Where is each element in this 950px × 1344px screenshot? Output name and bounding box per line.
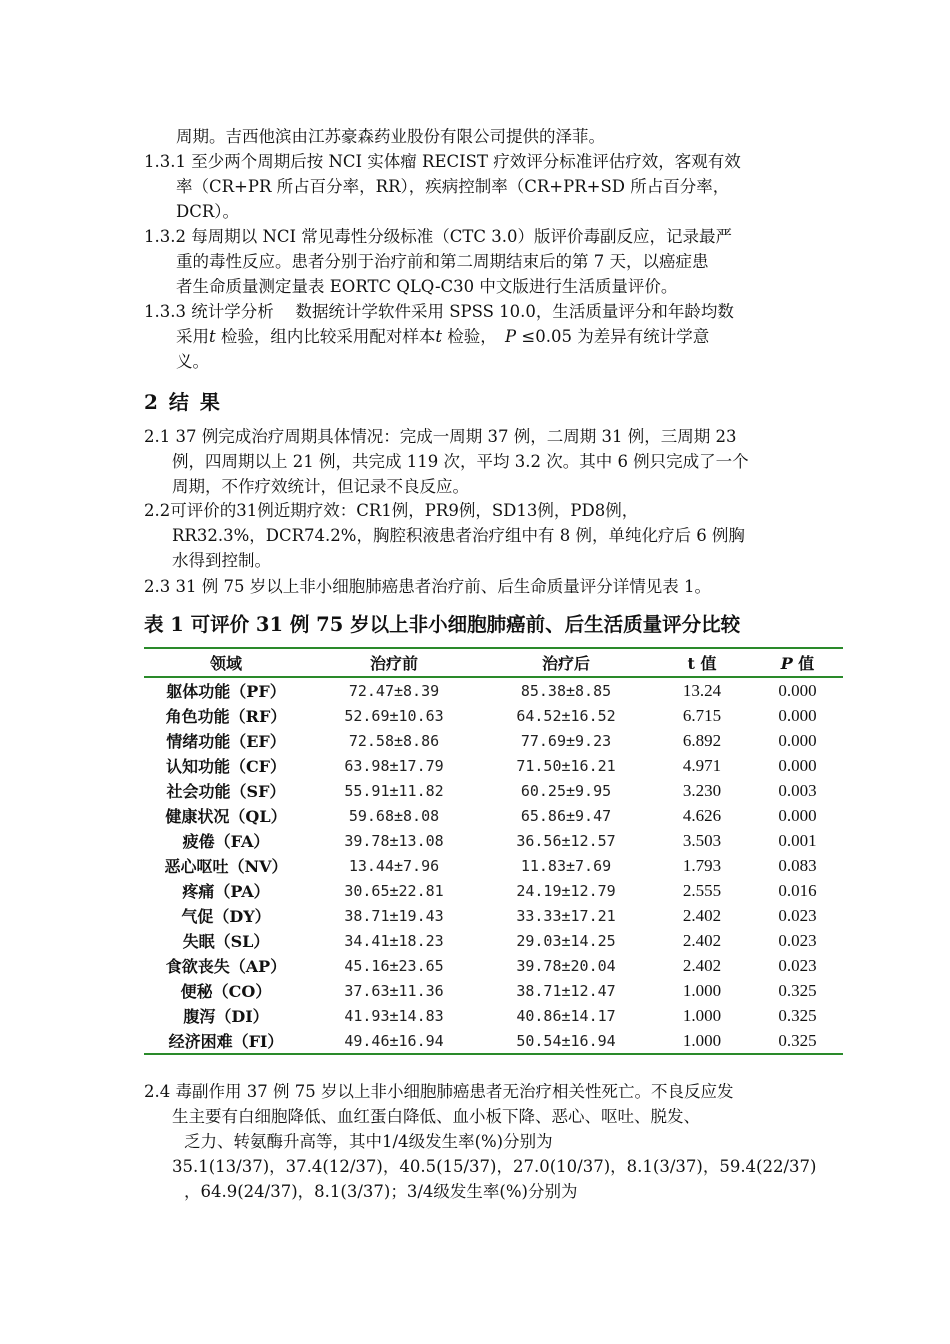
t-value-cell: 13.24: [682, 680, 722, 700]
word: 的: [219, 501, 237, 520]
word: 为: [536, 1132, 553, 1151]
before-cell: 30.65±22.81: [344, 881, 444, 900]
word: 发: [425, 1132, 442, 1151]
domain-cell: 恶心呕吐（NV）: [164, 857, 288, 876]
text-run: 检验，组内比较采用配对样本: [215, 327, 436, 346]
text-line: 2.3 31 例 75 岁以上非小细胞肺癌患者治疗前、后生命质量评分详情见表 1。: [144, 577, 711, 596]
domain-cell: 疲倦（FA）: [182, 832, 270, 851]
word: 评: [186, 501, 204, 520]
after-cell: 71.50±16.21: [516, 756, 616, 775]
t-value-cell: 3.230: [682, 780, 722, 800]
after-cell: 40.86±14.17: [516, 1006, 616, 1025]
before-cell: 72.47±8.39: [348, 681, 440, 700]
word: ，: [184, 1182, 201, 1201]
domain-cell: 躯体功能（PF）: [166, 682, 286, 701]
word: 乏: [184, 1132, 201, 1151]
table-row: [144, 1028, 843, 1054]
word: 酶: [266, 1132, 283, 1151]
justified-line: [144, 1179, 824, 1204]
word: 级: [408, 1132, 426, 1151]
p-value-cell: 0.000: [778, 730, 817, 750]
paragraph-2-2: [144, 498, 824, 573]
t-value-cell: 2.402: [682, 905, 722, 925]
text-line: 者生命质量测定量表 EORTC QLQ-C30 中文版进行生活质量评价。: [176, 277, 678, 296]
domain-cell: 健康状况（QL）: [165, 807, 287, 826]
word: 近: [273, 501, 291, 520]
word: 其: [349, 1132, 366, 1151]
p-value-cell: 0.000: [778, 705, 817, 725]
word: 率: [458, 1132, 475, 1151]
text-line: 1.3.2 每周期以 NCI 常见毒性分级标准（CTC 3.0）版评价毒副反应，记录最严: [144, 227, 733, 246]
t-value-cell: 1.000: [682, 1030, 722, 1050]
domain-cell: 情绪功能（EF）: [166, 732, 286, 751]
p-value-cell: 0.023: [778, 955, 817, 975]
text-run: 采用: [176, 327, 209, 346]
t-value-cell: 3.503: [682, 830, 722, 850]
t-value-cell: 4.971: [682, 755, 722, 775]
before-cell: 59.68±8.08: [348, 806, 440, 825]
word: 等，: [316, 1132, 349, 1151]
after-cell: 33.33±17.21: [516, 906, 616, 925]
p-value-cell: 0.000: [778, 805, 817, 825]
paragraph-2-4: [144, 1079, 824, 1204]
table-row: [144, 778, 843, 803]
after-cell: 64.52±16.52: [516, 706, 616, 725]
word: PR9: [424, 501, 459, 520]
t-value-cell: 2.402: [682, 955, 722, 975]
text-line: [144, 324, 824, 349]
word: SD13: [491, 501, 538, 520]
t-value-cell: 6.892: [682, 730, 722, 750]
before-cell: 34.41±18.23: [344, 931, 444, 950]
header-p-value: P 值: [752, 648, 843, 677]
after-cell: 38.71±12.47: [516, 981, 616, 1000]
italic-symbol: t: [435, 327, 443, 346]
text-line: RR32.3%，DCR74.2%，胸腔积液患者治疗组中有 8 例，单纯化疗后 6 例胸: [172, 526, 745, 545]
word: ；: [390, 1182, 407, 1201]
domain-cell: 经济困难（FI）: [168, 1032, 284, 1051]
p-value-cell: 0.003: [778, 780, 817, 800]
word: 例: [257, 501, 274, 520]
text-line: DCR）。: [176, 202, 240, 221]
word: (%): [499, 1182, 528, 1201]
before-cell: 49.46±16.94: [344, 1031, 444, 1050]
word: 效：: [323, 501, 357, 520]
word: 31: [236, 501, 258, 520]
text-line: 义。: [176, 352, 209, 371]
word: PD8: [570, 501, 606, 520]
word: 分: [503, 1132, 520, 1151]
header-domain: 领域: [144, 648, 308, 677]
word: 1/4: [382, 1132, 409, 1151]
table-row: [144, 853, 843, 878]
paragraph-2-1: [144, 424, 824, 499]
word: (%): [474, 1132, 504, 1151]
quality-of-life-table: [144, 647, 843, 1055]
table-row: [144, 803, 843, 828]
after-cell: 77.69±9.23: [520, 731, 612, 750]
word: 2.2: [144, 501, 171, 520]
paragraph-1-3-3: [144, 299, 824, 374]
table-row: [144, 728, 843, 753]
word: 力、: [200, 1132, 234, 1151]
after-cell: 50.54±16.94: [516, 1031, 616, 1050]
after-cell: 11.83±7.69: [520, 856, 612, 875]
after-cell: 36.56±12.57: [516, 831, 616, 850]
after-cell: 29.03±14.25: [516, 931, 616, 950]
after-cell: 24.19±12.79: [516, 881, 616, 900]
table-row: [144, 1003, 843, 1028]
word: CR1: [356, 501, 392, 520]
word: 例，: [537, 501, 571, 520]
word: 级: [433, 1182, 450, 1201]
table-body: [144, 677, 843, 1054]
italic-symbol: t: [209, 327, 216, 346]
text-line: 1.3.1 至少两个周期后按 NCI 实体瘤 RECIST 疗效评分标准评估疗效，客观有效: [144, 152, 741, 171]
domain-cell: 气促（DY）: [181, 907, 271, 926]
table-row: [144, 703, 843, 728]
table-row: [144, 753, 843, 778]
text-line: 2.4 毒副作用 37 例 75 岁以上非小细胞肺癌患者无治疗相关性死亡。不良反应发: [144, 1082, 734, 1101]
before-cell: 39.78±13.08: [344, 831, 444, 850]
word: 分: [527, 1182, 545, 1201]
justified-line: [144, 498, 824, 523]
word: 生: [466, 1182, 483, 1201]
domain-cell: 疼痛（PA）: [182, 882, 270, 901]
word: 期: [290, 501, 307, 520]
domain-cell: 食欲丧失（AP）: [165, 957, 287, 976]
p-value-cell: 0.023: [778, 930, 817, 950]
domain-cell: 腹泻（DI）: [183, 1007, 269, 1026]
word: 为: [560, 1182, 578, 1201]
word: 升: [283, 1132, 300, 1151]
word: 疗: [306, 501, 324, 520]
word: 例，: [391, 501, 425, 520]
word: 转: [233, 1132, 250, 1151]
text-line: 周期。吉西他滨由江苏豪森药业股份有限公司提供的泽菲。: [176, 127, 605, 146]
before-cell: 63.98±17.79: [344, 756, 444, 775]
p-symbol: P: [780, 654, 793, 673]
header-before: 治疗前: [308, 648, 480, 677]
after-cell: 85.38±8.85: [520, 681, 612, 700]
domain-cell: 失眠（SL）: [182, 932, 270, 951]
after-cell: 65.86±9.47: [520, 806, 612, 825]
domain-cell: 认知功能（CF）: [165, 757, 287, 776]
text-line: 率（CR+PR 所占百分率，RR），疾病控制率（CR+PR+SD 所占百分率，: [176, 177, 730, 196]
table-caption: 表 1 可评价 31 例 75 岁以上非小细胞肺癌前、后生活质量评分比较: [144, 613, 741, 636]
text-line: 例，四周期以上 21 例，共完成 119 次，平均 3.2 次。其中 6 例只完成了一个: [172, 452, 749, 471]
word: 发: [449, 1182, 467, 1201]
table-row: [144, 903, 843, 928]
text-line: 生主要有白细胞降低、血红蛋白降低、血小板下降、恶心、呕吐、脱发、: [172, 1107, 700, 1126]
table-row: [144, 878, 843, 903]
header-after: 治疗后: [480, 648, 652, 677]
p-value-cell: 0.083: [778, 855, 817, 875]
paragraph-1-3-1: [144, 149, 824, 224]
domain-cell: 社会功能（SF）: [166, 782, 286, 801]
p-value-cell: 0.325: [778, 1005, 817, 1025]
word: 可: [170, 501, 187, 520]
word: 高: [299, 1132, 316, 1151]
paragraph-cont: [144, 124, 824, 149]
word: 生: [441, 1132, 459, 1151]
paragraph-1-3-2: [144, 224, 824, 299]
before-cell: 38.71±19.43: [344, 906, 444, 925]
text-line: 35.1(13/37)，37.4(12/37)，40.5(15/37)，27.0(10/37)，8.1(3/37)，59.4(22/37): [172, 1157, 817, 1176]
text-line: 水得到控制。: [172, 551, 271, 570]
text-line: 1.3.3 统计学分析 数据统计学软件采用 SPSS 10.0，生活质量评分和年龄均数: [144, 302, 734, 321]
word: 8.1(3/37): [314, 1182, 391, 1201]
word: 别: [544, 1182, 561, 1201]
word: 例，: [605, 501, 639, 520]
p-value-cell: 0.023: [778, 905, 817, 925]
p-value-cell: 0.001: [778, 830, 817, 850]
p-value-cell: 0.000: [778, 680, 817, 700]
p-value-cell: 0.016: [778, 880, 817, 900]
word: 价: [203, 501, 220, 520]
p-value-cell: 0.325: [778, 1030, 817, 1050]
text-line: 2.1 37 例完成治疗周期具体情况：完成一周期 37 例，二周期 31 例，三周期 23: [144, 427, 737, 446]
before-cell: 45.16±23.65: [344, 956, 444, 975]
before-cell: 55.91±11.82: [344, 781, 444, 800]
t-value-cell: 1.000: [682, 1005, 722, 1025]
word: 3/4: [406, 1182, 434, 1201]
table-header-row: [144, 648, 843, 677]
t-value-cell: 1.000: [682, 980, 722, 1000]
t-value-cell: 2.402: [682, 930, 722, 950]
word: 率: [482, 1182, 500, 1201]
table-row: [144, 677, 843, 703]
t-value-cell: 6.715: [682, 705, 722, 725]
word: 别: [519, 1132, 537, 1151]
word: 中: [365, 1132, 382, 1151]
before-cell: 37.63±11.36: [344, 981, 444, 1000]
t-value-cell: 2.555: [682, 880, 722, 900]
before-cell: 13.44±7.96: [348, 856, 440, 875]
word: 64.9(24/37): [200, 1182, 298, 1201]
text-line: 周期，不作疗效统计，但记录不良反应。: [172, 477, 469, 496]
table-row: [144, 978, 843, 1003]
section-heading: 2 结 果: [144, 390, 222, 414]
text-run: 检验，: [442, 327, 506, 346]
p-value-cell: 0.325: [778, 980, 817, 1000]
word: ，: [297, 1182, 315, 1201]
word: 氨: [250, 1132, 267, 1151]
paragraph-2-3: [144, 574, 824, 599]
after-cell: 60.25±9.95: [520, 781, 612, 800]
table-row: [144, 953, 843, 978]
domain-cell: 便秘（CO）: [180, 982, 272, 1001]
t-value-cell: 4.626: [682, 805, 722, 825]
table-row: [144, 828, 843, 853]
word: 例，: [458, 501, 492, 520]
justified-line: [144, 1129, 824, 1154]
italic-symbol: P: [505, 327, 517, 346]
before-cell: 52.69±10.63: [344, 706, 444, 725]
text-line: 重的毒性反应。患者分别于治疗前和第二周期结束后的第 7 天，以癌症患: [176, 252, 709, 271]
t-value-cell: 1.793: [682, 855, 722, 875]
domain-cell: 角色功能（RF）: [165, 707, 287, 726]
table-row: [144, 928, 843, 953]
before-cell: 72.58±8.86: [348, 731, 440, 750]
before-cell: 41.93±14.83: [344, 1006, 444, 1025]
p-value-cell: 0.000: [778, 755, 817, 775]
after-cell: 39.78±20.04: [516, 956, 616, 975]
header-t-value: t 值: [652, 648, 752, 677]
text-run: ≤0.05 为差异有统计学意: [516, 327, 710, 346]
